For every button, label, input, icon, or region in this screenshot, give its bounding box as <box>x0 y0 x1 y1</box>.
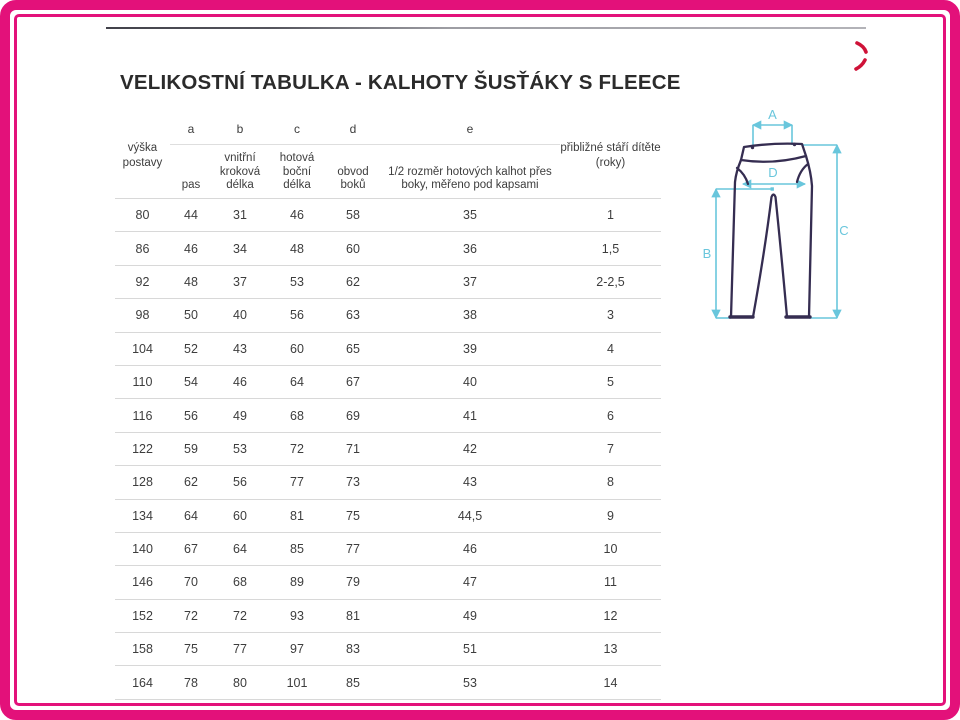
table-cell: 77 <box>290 475 304 490</box>
col-letter-d: d <box>326 113 380 145</box>
col-header-rozmer-pres-boky: 1/2 rozměr hotových kalhot přes boky, měřeno pod kapsami <box>388 165 552 192</box>
table-cell: 67 <box>184 542 198 557</box>
table-cell: 67 <box>346 375 360 390</box>
table-cell: 83 <box>346 642 360 657</box>
table-cell: 44 <box>184 208 198 223</box>
table-cell: 49 <box>233 408 247 423</box>
table-cell: 101 <box>286 675 308 690</box>
col-header-obvod-boku: obvod boků <box>337 165 369 192</box>
table-cell: 80 <box>233 675 247 690</box>
table-cell: 152 <box>132 608 153 623</box>
table-cell: 116 <box>132 408 153 423</box>
table-cell: 85 <box>346 675 360 690</box>
col-header-pas: pas <box>181 179 201 192</box>
table-cell: 39 <box>463 341 477 356</box>
table-cell: 3 <box>607 308 614 323</box>
table-cell: 93 <box>290 608 304 623</box>
table-cell: 41 <box>463 408 477 423</box>
dimension-a <box>753 107 792 147</box>
table-row <box>115 632 661 665</box>
table-cell: 56 <box>290 308 304 323</box>
table-cell: 110 <box>132 375 153 390</box>
table-cell: 62 <box>346 274 360 289</box>
table-cell: 38 <box>463 308 477 323</box>
table-cell: 92 <box>135 274 150 289</box>
table-cell: 58 <box>346 208 360 223</box>
col-letter-c: c <box>268 113 326 145</box>
table-cell: 9 <box>607 508 614 523</box>
col-header-hotova-bocni-delka: hotová boční délka <box>279 152 315 192</box>
table-cell: 53 <box>233 441 247 456</box>
table-cell: 63 <box>346 308 360 323</box>
table-row <box>115 532 661 565</box>
table-cell: 128 <box>132 475 153 490</box>
table-cell: 85 <box>290 542 304 557</box>
table-cell: 35 <box>463 208 477 223</box>
table-row <box>115 231 661 264</box>
table-cell: 56 <box>233 475 247 490</box>
table-cell: 60 <box>346 241 360 256</box>
table-cell: 56 <box>184 408 198 423</box>
table-cell: 1 <box>607 208 614 223</box>
table-cell: 97 <box>290 642 304 657</box>
table-cell: 78 <box>184 675 198 690</box>
table-cell: 40 <box>463 375 477 390</box>
size-table <box>115 113 661 700</box>
top-divider-line <box>106 27 866 29</box>
table-cell: 40 <box>233 308 247 323</box>
table-cell: 158 <box>132 642 153 657</box>
table-cell: 13 <box>603 642 618 657</box>
table-cell: 50 <box>184 308 198 323</box>
table-cell: 11 <box>604 575 617 590</box>
table-cell: 62 <box>184 475 198 490</box>
table-cell: 65 <box>346 341 360 356</box>
table-cell: 43 <box>463 475 477 490</box>
pants-diagram <box>695 98 865 338</box>
table-cell: 79 <box>346 575 360 590</box>
table-cell: 86 <box>135 241 150 256</box>
table-cell: 75 <box>184 642 198 657</box>
table-cell: 98 <box>135 308 150 323</box>
table-row <box>115 365 661 398</box>
table-cell: 49 <box>463 608 477 623</box>
table-row <box>115 465 661 498</box>
table-cell: 7 <box>607 441 614 456</box>
table-cell: 164 <box>132 675 153 690</box>
table-cell: 59 <box>184 441 198 456</box>
table-cell: 64 <box>184 508 198 523</box>
table-cell: 140 <box>132 542 153 557</box>
table-cell: 70 <box>184 575 198 590</box>
col-header-vyska-postavy: výška postavy <box>122 141 163 169</box>
table-cell: 48 <box>184 274 198 289</box>
table-cell: 77 <box>346 542 360 557</box>
table-cell: 1,5 <box>601 241 620 256</box>
table-row <box>115 198 661 231</box>
label-c: C <box>839 223 849 238</box>
table-row <box>115 665 661 698</box>
table-cell: 8 <box>607 475 614 490</box>
table-cell: 36 <box>463 241 477 256</box>
table-cell: 81 <box>346 608 360 623</box>
table-cell: 81 <box>290 508 304 523</box>
table-cell: 37 <box>233 274 247 289</box>
table-row <box>115 499 661 532</box>
table-cell: 51 <box>463 642 477 657</box>
table-cell: 89 <box>290 575 304 590</box>
table-cell: 134 <box>132 508 153 523</box>
table-cell: 72 <box>184 608 198 623</box>
table-row <box>115 565 661 598</box>
table-header <box>115 113 661 198</box>
table-cell: 14 <box>603 675 618 690</box>
table-cell: 52 <box>184 341 198 356</box>
table-cell: 104 <box>132 341 153 356</box>
label-a: A <box>768 107 777 122</box>
table-cell: 4 <box>607 341 614 356</box>
table-row <box>115 298 661 331</box>
table-row <box>115 265 661 298</box>
label-d: D <box>768 165 778 180</box>
table-cell: 64 <box>290 375 304 390</box>
table-cell: 46 <box>233 375 247 390</box>
table-cell: 60 <box>290 341 304 356</box>
col-letter-e: e <box>380 113 560 145</box>
table-cell: 53 <box>290 274 304 289</box>
table-cell: 71 <box>346 441 360 456</box>
table-cell: 47 <box>463 575 477 590</box>
table-cell: 46 <box>290 208 304 223</box>
table-cell: 2-2,5 <box>596 274 625 289</box>
label-b: B <box>702 246 712 261</box>
table-row <box>115 432 661 465</box>
table-row <box>115 332 661 365</box>
col-letter-b: b <box>212 113 268 145</box>
dimension-d <box>743 165 805 184</box>
table-cell: 42 <box>463 441 477 456</box>
chevron-right-icon[interactable] <box>849 38 873 74</box>
table-cell: 5 <box>607 375 614 390</box>
table-cell: 10 <box>603 542 618 557</box>
table-cell: 34 <box>233 241 247 256</box>
table-cell: 69 <box>346 408 360 423</box>
table-cell: 54 <box>184 375 198 390</box>
table-body <box>115 198 661 700</box>
table-cell: 46 <box>184 241 198 256</box>
col-header-vnitrni-krokova-delka: vnitřní kroková délka <box>219 152 261 192</box>
table-cell: 31 <box>233 208 247 223</box>
table-cell: 73 <box>346 475 360 490</box>
col-letter-a: a <box>170 113 212 145</box>
table-row <box>115 599 661 632</box>
table-cell: 80 <box>135 208 150 223</box>
table-cell: 44,5 <box>457 508 483 523</box>
table-cell: 6 <box>607 408 614 423</box>
page-title: VELIKOSTNÍ TABULKA - KALHOTY ŠUSŤÁKY S FLEECE <box>120 71 681 94</box>
table-cell: 46 <box>463 542 477 557</box>
table-row <box>115 398 661 431</box>
col-header-priblizne-stari: přibližné stáří dítěte (roky) <box>560 141 661 169</box>
table-cell: 53 <box>463 675 477 690</box>
table-cell: 68 <box>290 408 304 423</box>
table-cell: 37 <box>463 274 477 289</box>
table-cell: 48 <box>290 241 304 256</box>
table-cell: 68 <box>233 575 247 590</box>
table-cell: 146 <box>132 575 153 590</box>
table-cell: 72 <box>233 608 247 623</box>
table-cell: 77 <box>233 642 247 657</box>
table-cell: 60 <box>233 508 247 523</box>
table-cell: 122 <box>132 441 153 456</box>
table-cell: 72 <box>290 441 304 456</box>
table-cell: 75 <box>346 508 360 523</box>
table-cell: 64 <box>233 542 247 557</box>
table-cell: 12 <box>603 608 618 623</box>
table-cell: 43 <box>233 341 247 356</box>
